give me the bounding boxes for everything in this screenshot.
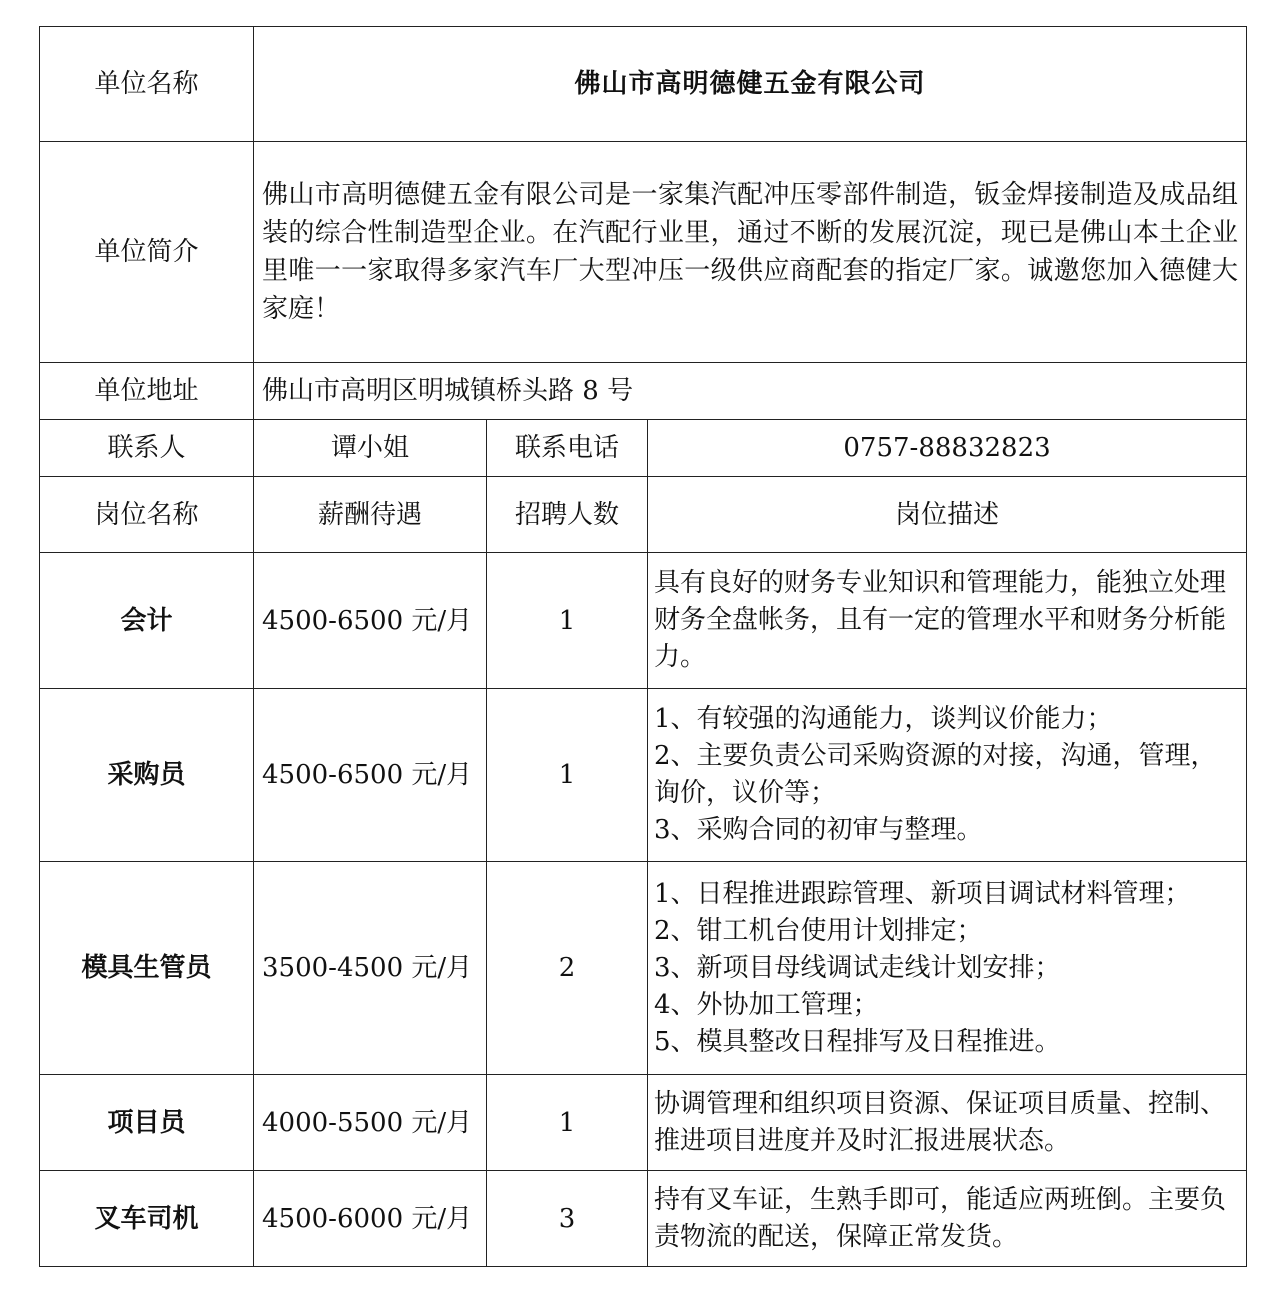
job-salary: 4500-6500 元/月	[254, 553, 487, 689]
address-value: 佛山市高明区明城镇桥头路 8 号	[254, 363, 1247, 420]
job-description	[648, 862, 1247, 1075]
job-row	[40, 553, 1247, 689]
header-salary: 薪酬待遇	[254, 477, 487, 553]
job-row	[40, 689, 1247, 862]
job-count: 1	[487, 1075, 648, 1171]
job-description-line: 2、钳工机台使用计划排定；	[654, 915, 983, 946]
header-position: 岗位名称	[40, 477, 254, 553]
company-intro-text: 佛山市高明德健五金有限公司是一家集汽配冲压零部件制造，钣金焊接制造及成品组装的综合性制造型企业。在汽配行业里，通过不断的发展沉淀，现已是佛山本土企业里唯一一家取得多家汽车厂大型冲压一级供应商配套的指定厂家。诚邀您加入德健大家庭！	[254, 142, 1247, 363]
company-name-row	[40, 27, 1247, 142]
job-description-line: 具有良好的财务专业知识和管理能力，能独立处理财务全盘帐务，且有一定的管理水平和财务分析能力。	[654, 568, 1227, 672]
company-name: 佛山市高明德健五金有限公司	[254, 27, 1247, 142]
job-description	[648, 689, 1247, 862]
job-count: 1	[487, 553, 648, 689]
job-row	[40, 1075, 1247, 1171]
company-intro-row	[40, 142, 1247, 363]
job-title: 项目员	[40, 1075, 254, 1171]
job-title: 叉车司机	[40, 1171, 254, 1267]
contact-value: 谭小姐	[254, 420, 487, 477]
job-title: 模具生管员	[40, 862, 254, 1075]
company-name-label: 单位名称	[40, 27, 254, 142]
job-title: 会计	[40, 553, 254, 689]
job-count: 2	[487, 862, 648, 1075]
header-headcount: 招聘人数	[487, 477, 648, 553]
contact-label: 联系人	[40, 420, 254, 477]
job-description-line: 1、有较强的沟通能力，谈判议价能力；	[654, 704, 1113, 734]
job-salary: 4500-6000 元/月	[254, 1171, 487, 1267]
header-description: 岗位描述	[648, 477, 1247, 553]
job-salary: 3500-4500 元/月	[254, 862, 487, 1075]
job-count: 1	[487, 689, 648, 862]
job-description-line: 5、模具整改日程排写及日程推进。	[654, 1026, 1061, 1057]
job-description-line: 2、主要负责公司采购资源的对接，沟通，管理，询价，议价等；	[654, 741, 1217, 808]
job-row	[40, 1171, 1247, 1267]
job-description	[648, 1171, 1247, 1267]
job-description-line: 4、外协加工管理；	[654, 989, 879, 1020]
job-header-row	[40, 477, 1247, 553]
contact-row	[40, 420, 1247, 477]
phone-label: 联系电话	[487, 420, 648, 477]
recruitment-table	[39, 26, 1247, 1267]
job-description	[648, 553, 1247, 689]
job-description-line: 1、日程推进跟踪管理、新项目调试材料管理；	[654, 878, 1191, 909]
job-salary: 4000-5500 元/月	[254, 1075, 487, 1171]
job-description-line: 3、新项目母线调试走线计划安排；	[654, 952, 1061, 983]
job-description-line: 3、采购合同的初审与整理。	[654, 815, 983, 845]
job-description-line: 持有叉车证，生熟手即可，能适应两班倒。主要负责物流的配送，保障正常发货。	[654, 1184, 1227, 1252]
phone-value: 0757-88832823	[648, 420, 1247, 477]
job-row	[40, 862, 1247, 1075]
job-description-line: 协调管理和组织项目资源、保证项目质量、控制、推进项目进度并及时汇报进展状态。	[654, 1088, 1227, 1156]
address-row	[40, 363, 1247, 420]
job-title: 采购员	[40, 689, 254, 862]
job-count: 3	[487, 1171, 648, 1267]
company-intro-label: 单位简介	[40, 142, 254, 363]
job-salary: 4500-6500 元/月	[254, 689, 487, 862]
address-label: 单位地址	[40, 363, 254, 420]
job-description	[648, 1075, 1247, 1171]
